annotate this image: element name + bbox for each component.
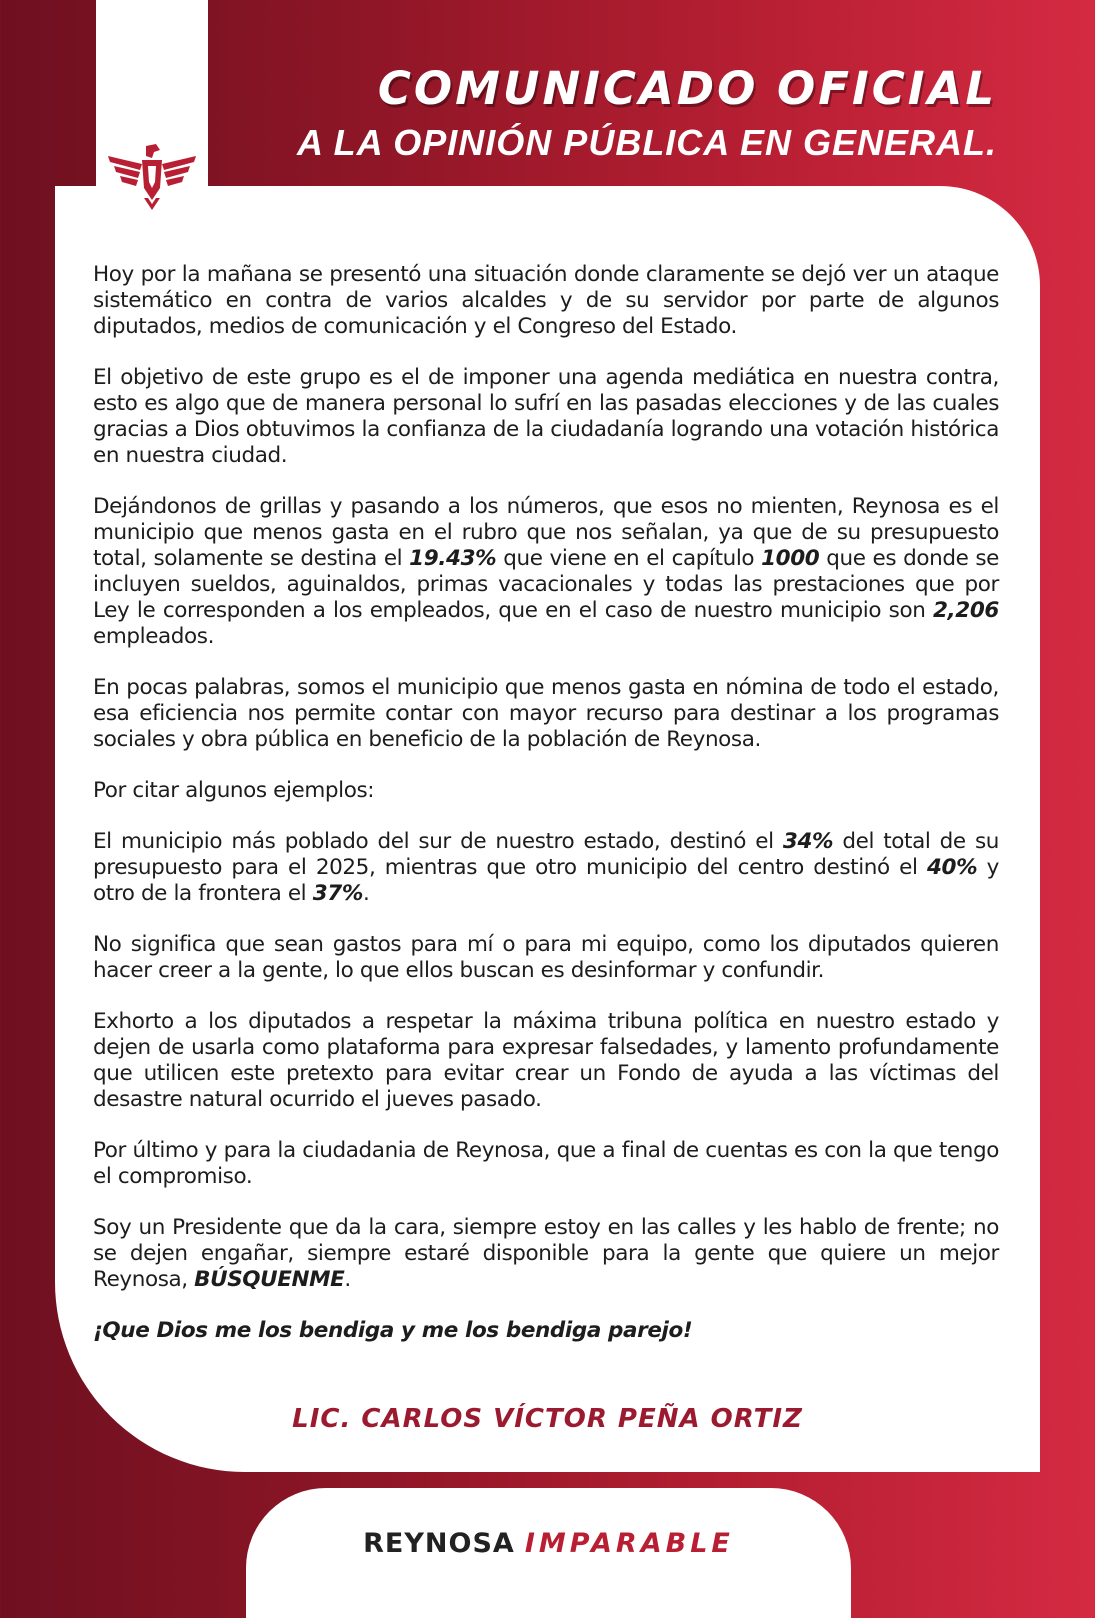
- paragraph-5: Por citar algunos ejemplos:: [93, 778, 375, 803]
- page-subtitle: A LA OPINIÓN PÚBLICA EN GENERAL.: [296, 122, 997, 163]
- chapter-highlight: 1000: [761, 546, 820, 571]
- logo-badge: [96, 0, 208, 228]
- content-panel: [55, 186, 1040, 1472]
- footer-brand: [246, 1528, 851, 1559]
- paragraph-6: El municipio más poblado del sur de nuestro estado, destinó el 34% del total de su presupuesto para el 2025, mientras que otro municipio del centro destinó el 40% y otro de la frontera el 37%.: [93, 829, 999, 906]
- brand-name: REYNOSA: [363, 1528, 515, 1559]
- paragraph-10: Soy un Presidente que da la cara, siempre estoy en las calles y les hablo de frente; no se dejen engañar, siempre estaré disponible para la gente que quiere un mejor Reynosa, BÚSQUENME.: [93, 1215, 999, 1292]
- paragraph-8: Exhorto a los diputados a respetar la máxima tribuna política en nuestro estado y dejen de usarla como plataforma para expresar falsedades, y lamento profundamente que utilicen este pretexto para evitar crear un Fondo de ayuda a las víctimas del desastre natural ocurrido el jueves pasado.: [93, 1009, 999, 1112]
- eagle-icon: [106, 142, 198, 212]
- percentage-highlight: 34%: [782, 829, 834, 854]
- paragraph-7: No significa que sean gastos para mí o para mi equipo, como los diputados quieren hacer creer a la gente, lo que ellos buscan es desinformar y confundir.: [93, 932, 999, 983]
- emphasis-highlight: BÚSQUENME: [194, 1267, 345, 1292]
- paragraph-4: En pocas palabras, somos el municipio que menos gasta en nómina de todo el estado, esa eficiencia nos permite contar con mayor recurso para destinar a los programas sociales y obra pública en beneficio de la población de Reynosa.: [93, 675, 999, 752]
- closing-blessing: ¡Que Dios me los bendiga y me los bendiga parejo!: [93, 1318, 693, 1343]
- signature: LIC. CARLOS VÍCTOR PEÑA ORTIZ: [292, 1404, 803, 1434]
- page-title: COMUNICADO OFICIAL: [377, 62, 997, 115]
- footer-tab: [246, 1488, 851, 1618]
- paragraph-9: Por último y para la ciudadania de Reynosa, que a final de cuentas es con la que tengo el compromiso.: [93, 1138, 999, 1189]
- communique-body: [93, 262, 999, 1369]
- percentage-highlight: 37%: [312, 881, 363, 906]
- paragraph-1: Hoy por la mañana se presentó una situación donde claramente se dejó ver un ataque sistemático en contra de varios alcaldes y de su servidor por parte de algunos diputados, medios de comunicación y el Congreso del Estado.: [93, 262, 999, 339]
- paragraph-3: Dejándonos de grillas y pasando a los números, que esos no mienten, Reynosa es el municipio que menos gasta en el rubro que nos señalan, ya que de su presupuesto total, solamente se destina el 19.43% que viene en el capítulo 1000 que es donde se incluyen sueldos, aguinaldos, primas vacacionales y todas las prestaciones que por Ley le corresponden a los empleados, que en el caso de nuestro municipio son 2,206 empleados.: [93, 494, 999, 649]
- percentage-highlight: 40%: [926, 855, 978, 880]
- paragraph-2: El objetivo de este grupo es el de imponer una agenda mediática en nuestra contra, esto es algo que de manera personal lo sufrí en las pasadas elecciones y de las cuales gracias a Dios obtuvimos la confianza de la ciudadanía logrando una votación histórica en nuestra ciudad.: [93, 365, 999, 468]
- brand-slogan: IMPARABLE: [524, 1528, 734, 1559]
- percentage-highlight: 19.43%: [409, 546, 497, 571]
- employees-highlight: 2,206: [932, 598, 999, 623]
